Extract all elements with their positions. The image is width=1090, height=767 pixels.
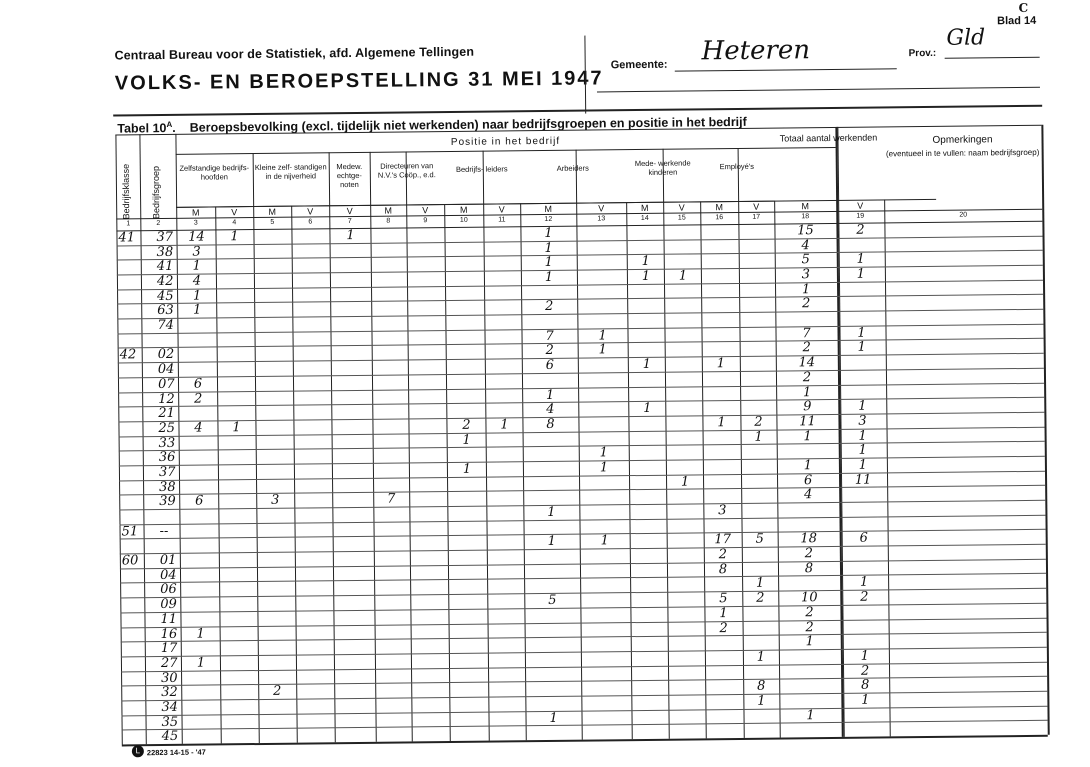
column-line	[444, 204, 451, 741]
sex-header-m: M	[459, 204, 468, 215]
form-title: VOLKS- EN BEROEPSTELLING 31 MEI 1947	[114, 67, 604, 95]
row-rule	[122, 720, 1048, 731]
row-value-col-16: 3	[718, 503, 727, 519]
row-rule	[121, 618, 1047, 629]
row-value-col-18: 2	[802, 370, 812, 386]
row-value-col-19: 1	[858, 442, 867, 458]
row-bedrijfsgroep: 41	[156, 258, 174, 275]
row-rule	[121, 706, 1047, 717]
column-number: 19	[856, 212, 865, 220]
row-bedrijfsgroep: 32	[161, 684, 178, 701]
table-number-sup: A	[166, 119, 173, 129]
row-bedrijfsgroep: 35	[161, 714, 179, 731]
row-value-col-17: 8	[756, 678, 766, 694]
row-rule	[119, 471, 1045, 482]
row-rule	[120, 529, 1046, 540]
gemeente-underline	[675, 68, 897, 71]
row-value-col-19: 6	[859, 530, 868, 546]
row-rule	[120, 559, 1046, 570]
sex-header-m: M	[801, 201, 809, 212]
row-rule	[119, 427, 1045, 438]
row-bedrijfsgroep: 37	[156, 229, 174, 246]
row-value-col-19: 1	[857, 339, 866, 355]
sex-header-v: V	[422, 205, 429, 216]
column-number: 3	[193, 219, 198, 227]
row-bedrijfsgroep: 01	[159, 552, 177, 569]
column-line	[626, 202, 633, 739]
column-number: 4	[232, 219, 237, 227]
row-value-col-18: 5	[801, 252, 810, 268]
column-number: 12	[544, 215, 553, 223]
table-number: Tabel 10	[117, 121, 167, 136]
row-bedrijfsgroep: 02	[157, 346, 175, 363]
column-number: 2	[156, 220, 161, 228]
row-value-col-14: 1	[643, 400, 652, 416]
opmerkingen-sub-header: (eventueel in te vullen: naam bedrijfsgroep)	[885, 147, 1040, 159]
row-rule	[117, 280, 1043, 291]
row-value-col-17: 2	[754, 414, 763, 430]
header-rule-1	[597, 87, 1040, 93]
row-value-col-5: 3	[271, 492, 280, 508]
row-value-col-3: 4	[194, 420, 203, 436]
row-bedrijfsgroep: 25	[158, 420, 176, 437]
prov-value: Gld	[946, 25, 986, 51]
row-value-col-12: 1	[544, 254, 553, 270]
column-number: 5	[270, 218, 275, 226]
row-value-col-18: 15	[797, 223, 814, 239]
row-value-col-10: 1	[462, 432, 471, 448]
row-bedrijfsgroep: 04	[157, 361, 175, 378]
row-bedrijfsgroep: 09	[160, 596, 177, 613]
row-bedrijfsgroep: 30	[161, 670, 178, 687]
column-number: 16	[715, 214, 724, 222]
column-number: 10	[459, 216, 468, 224]
row-value-col-18: 1	[802, 385, 812, 401]
row-bedrijfsgroep: 12	[158, 391, 175, 408]
row-bedrijfsklasse: 51	[121, 524, 139, 540]
row-value-col-19: 1	[858, 398, 867, 414]
row-value-col-17: 1	[757, 693, 766, 709]
row-bedrijfsgroep: 17	[160, 640, 178, 657]
prov-label: Prov.:	[908, 47, 937, 60]
row-value-col-18: 14	[798, 355, 816, 371]
row-value-col-17: 1	[756, 649, 766, 665]
row-value-col-16: 5	[719, 591, 728, 607]
row-value-col-17: 1	[754, 429, 763, 445]
gemeente-label: Gemeente:	[610, 58, 668, 72]
row-bedrijfsgroep: 21	[158, 405, 175, 422]
row-value-col-18: 1	[803, 429, 812, 445]
arbeiders-header: Arbeiders	[556, 163, 589, 173]
row-value-col-16: 2	[719, 621, 728, 637]
bureau-name: Centraal Bureau voor de Statistiek, afd. Algemene Tellingen	[114, 44, 475, 63]
sex-header-v: V	[598, 203, 605, 214]
row-value-col-12: 1	[549, 710, 558, 726]
medew-header: Medew. echtge- noten	[336, 161, 363, 190]
row-bedrijfsgroep: 06	[160, 581, 177, 598]
row-value-col-19: 1	[858, 428, 867, 444]
row-rule	[121, 662, 1047, 673]
row-value-col-11: 1	[500, 417, 509, 433]
row-value-col-3: 1	[196, 626, 205, 642]
row-value-col-3: 1	[192, 288, 202, 304]
row-value-col-3: 3	[192, 244, 201, 260]
row-value-col-10: 1	[462, 461, 472, 477]
row-bedrijfsgroep: 39	[159, 493, 176, 510]
row-value-col-13: 1	[598, 328, 607, 344]
row-value-col-18: 9	[803, 399, 812, 415]
table-bottom-border	[122, 735, 1048, 747]
row-value-col-19: 11	[854, 472, 872, 488]
row-rule	[120, 573, 1046, 584]
cbs-logo: L	[132, 745, 144, 757]
zelfstandige-header: Zelfstandige bedrijfs- hoofden	[179, 163, 250, 182]
sex-header-v: V	[307, 206, 314, 217]
row-value-col-14: 1	[642, 356, 652, 372]
column-number: 17	[752, 213, 761, 221]
column-number: 8	[386, 217, 391, 225]
row-rule	[118, 338, 1044, 349]
row-value-col-17: 5	[755, 531, 764, 547]
row-value-col-19: 2	[860, 589, 869, 605]
row-bedrijfsgroep: 38	[156, 244, 174, 261]
column-number: 7	[347, 218, 352, 226]
row-rule	[119, 485, 1045, 496]
row-bedrijfsgroep: 38	[159, 479, 176, 496]
row-rule	[118, 397, 1044, 408]
column-number: 14	[640, 214, 649, 222]
row-rule	[119, 500, 1045, 511]
row-value-col-18: 8	[804, 561, 814, 577]
row-value-col-18: 7	[802, 326, 811, 342]
row-bedrijfsgroep: 36	[158, 449, 176, 466]
row-value-col-18: 3	[801, 267, 811, 283]
row-value-col-3: 1	[196, 655, 206, 671]
row-bedrijfsgroep: 34	[161, 699, 179, 716]
column-line	[1041, 125, 1049, 735]
row-value-col-19: 1	[856, 266, 866, 282]
row-value-col-13: 1	[600, 533, 609, 549]
row-value-col-16: 1	[719, 606, 728, 622]
row-value-col-16: 1	[717, 415, 726, 431]
row-bedrijfsgroep: 07	[157, 376, 175, 393]
column-number: 1	[126, 220, 131, 228]
row-value-col-3: 6	[195, 493, 204, 509]
row-bedrijfsgroep: 04	[159, 567, 177, 584]
row-rule	[121, 676, 1047, 687]
column-line	[700, 201, 707, 738]
column-line	[291, 206, 298, 743]
row-value-col-12: 6	[545, 357, 555, 373]
bedrijfsklasse-header: Bedrijfsklasse	[120, 163, 132, 220]
row-value-col-18: 1	[805, 634, 814, 650]
row-bedrijfsgroep: 33	[158, 435, 176, 452]
row-value-col-8: 7	[387, 491, 396, 507]
gemeente-value: Heteren	[701, 35, 811, 67]
row-value-col-10: 2	[462, 417, 471, 433]
row-value-col-16: 1	[716, 356, 726, 372]
row-rule	[120, 544, 1046, 555]
column-number: 15	[677, 214, 686, 222]
row-value-col-19: 2	[856, 222, 865, 238]
row-value-col-18: 1	[801, 282, 811, 298]
row-value-col-5: 2	[273, 683, 282, 699]
column-line	[774, 201, 781, 738]
row-value-col-16: 2	[718, 547, 728, 563]
blad-number: Blad 14	[997, 14, 1037, 28]
row-rule	[120, 603, 1046, 614]
column-number: 13	[597, 215, 606, 223]
row-value-col-3: 14	[188, 229, 205, 245]
row-value-col-3: 4	[192, 273, 202, 289]
print-code: 22823 14-15 - '47	[146, 747, 206, 758]
row-value-col-16: 17	[714, 532, 732, 548]
row-value-col-18: 1	[803, 458, 813, 474]
row-value-col-18: 11	[799, 414, 816, 430]
column-line	[215, 206, 222, 743]
row-value-col-19: 1	[856, 251, 865, 267]
sex-header-v: V	[498, 204, 505, 215]
row-value-col-12: 1	[547, 533, 556, 549]
row-value-col-19: 1	[860, 648, 870, 664]
row-rule	[117, 324, 1043, 335]
row-bedrijfsklasse: 60	[121, 553, 139, 569]
row-rule	[118, 353, 1044, 364]
row-value-col-16: 8	[718, 562, 728, 578]
table-title: Tabel $10^A$. Beroepsbevolking (excl. tijdelijk niet werkenden) naar bedrijfsgroepen en positie in het bedrijf	[117, 115, 747, 136]
column-number: 6	[308, 218, 313, 226]
row-value-col-12: 7	[545, 328, 554, 344]
column-number: 20	[959, 211, 968, 219]
row-bedrijfsgroep: 27	[160, 655, 178, 672]
sex-header-m: M	[384, 205, 393, 216]
row-rule	[119, 456, 1045, 467]
row-value-col-18: 2	[802, 340, 811, 356]
sex-header-v: V	[346, 206, 353, 217]
row-value-col-15: 1	[680, 474, 690, 490]
row-value-col-18: 1	[806, 708, 815, 724]
row-bedrijfsklasse: 42	[119, 347, 137, 363]
row-value-col-19: 1	[861, 692, 870, 708]
row-value-col-19: 1	[857, 325, 866, 341]
row-bedrijfsklasse: 41	[118, 230, 136, 246]
row-bedrijfsgroep: 11	[160, 611, 178, 628]
row-value-col-7: 1	[346, 227, 355, 244]
row-value-col-18: 6	[803, 473, 813, 489]
positie-header: Positie in het bedrijf	[450, 135, 561, 148]
totaal-header: Totaal aantal werkenden	[779, 132, 878, 144]
row-value-col-12: 1	[544, 240, 553, 256]
row-value-col-12: 2	[545, 298, 554, 314]
row-rule	[118, 368, 1044, 379]
row-value-col-19: 1	[859, 574, 869, 590]
row-rule	[119, 515, 1045, 526]
row-value-col-12: 1	[545, 387, 555, 403]
row-value-col-19: 2	[860, 663, 870, 679]
row-rule	[117, 250, 1043, 261]
sex-header-v: V	[857, 200, 864, 211]
row-bedrijfsgroep: --	[159, 523, 169, 540]
table-subtitle: Beroepsbevolking (excl. tijdelijk niet werkenden) naar bedrijfsgroepen en positie in het bedrijf	[189, 115, 747, 135]
row-value-col-12: 1	[544, 269, 554, 285]
row-value-col-13: 1	[599, 445, 608, 461]
row-value-col-12: 5	[548, 592, 557, 608]
row-value-col-12: 4	[546, 401, 555, 417]
row-value-col-18: 10	[800, 590, 818, 606]
row-value-col-18: 4	[803, 487, 813, 503]
row-value-col-3: 2	[193, 391, 203, 407]
row-bedrijfsgroep: 45	[161, 728, 179, 745]
column-line	[884, 199, 891, 736]
sex-header-m: M	[640, 202, 649, 213]
column-number: 18	[801, 213, 810, 221]
row-value-col-18: 2	[801, 296, 811, 312]
row-rule	[119, 441, 1045, 452]
row-value-col-13: 1	[598, 342, 607, 358]
column-line	[520, 203, 527, 740]
row-rule	[117, 265, 1043, 276]
employes-header: Employé's	[719, 161, 755, 172]
row-bedrijfsgroep: 37	[158, 464, 176, 481]
row-value-col-14: 1	[641, 268, 651, 284]
row-value-col-19: 8	[860, 677, 870, 693]
medewerkende-header: Mede- werkende kinderen	[634, 158, 691, 177]
column-number: 9	[423, 217, 428, 225]
prov-underline	[945, 57, 1040, 59]
row-value-col-13: 1	[599, 460, 609, 476]
sex-header-m: M	[268, 206, 277, 217]
sex-header-m: M	[715, 202, 724, 213]
row-rule	[117, 294, 1043, 305]
row-value-col-19: 1	[858, 457, 868, 473]
row-value-col-4: 1	[230, 229, 239, 245]
bedrijfsgroep-header: Bedrijfsgroep	[150, 165, 162, 220]
row-rule	[118, 383, 1044, 394]
blad-mark: C	[1018, 0, 1029, 16]
row-bedrijfsgroep: 74	[157, 317, 175, 334]
sex-header-m: M	[544, 203, 553, 214]
row-bedrijfsgroep: 45	[157, 288, 174, 305]
row-bedrijfsgroep: 16	[160, 626, 178, 643]
bedrijfsleiders-header: Bedrijfs- leiders	[455, 164, 508, 174]
row-value-col-18: 2	[805, 605, 814, 621]
row-rule	[117, 236, 1043, 247]
sex-header-v: V	[678, 202, 685, 213]
row-rule	[121, 647, 1047, 658]
kleine-header: Kleine zelf- standigen in de nijverheid	[254, 162, 327, 181]
row-rule	[121, 691, 1047, 702]
row-value-col-15: 1	[678, 268, 688, 284]
row-bedrijfsgroep: 63	[157, 302, 174, 319]
row-rule	[117, 309, 1043, 320]
row-value-col-12: 1	[544, 225, 553, 241]
column-number: 11	[498, 216, 506, 224]
row-rule	[121, 632, 1047, 643]
row-bedrijfsgroep: 42	[156, 273, 174, 290]
row-value-col-18: 2	[804, 546, 814, 562]
row-value-col-12: 2	[545, 342, 554, 358]
row-value-col-3: 1	[193, 302, 202, 318]
directeuren-header: Directeuren van N.V.'s Coöp., e.d.	[377, 161, 436, 180]
row-value-col-12: 8	[546, 416, 555, 432]
opmerkingen-header: Opmerkingen	[932, 134, 993, 146]
row-value-col-18: 4	[801, 238, 810, 254]
row-rule	[120, 588, 1046, 599]
row-value-col-17: 1	[755, 575, 765, 591]
sex-header-v: V	[753, 201, 760, 212]
sex-header-v: V	[231, 207, 238, 218]
row-rule	[118, 412, 1044, 423]
row-value-col-12: 1	[547, 504, 556, 520]
row-value-col-4: 1	[232, 420, 241, 436]
row-value-col-17: 2	[756, 590, 765, 606]
row-value-col-3: 1	[192, 258, 202, 274]
row-value-col-18: 18	[800, 531, 818, 547]
row-value-col-3: 6	[193, 376, 203, 392]
row-value-col-18: 2	[805, 620, 814, 636]
sex-header-m: M	[191, 207, 200, 218]
row-value-col-19: 3	[858, 413, 867, 429]
row-value-col-14: 1	[641, 253, 650, 269]
